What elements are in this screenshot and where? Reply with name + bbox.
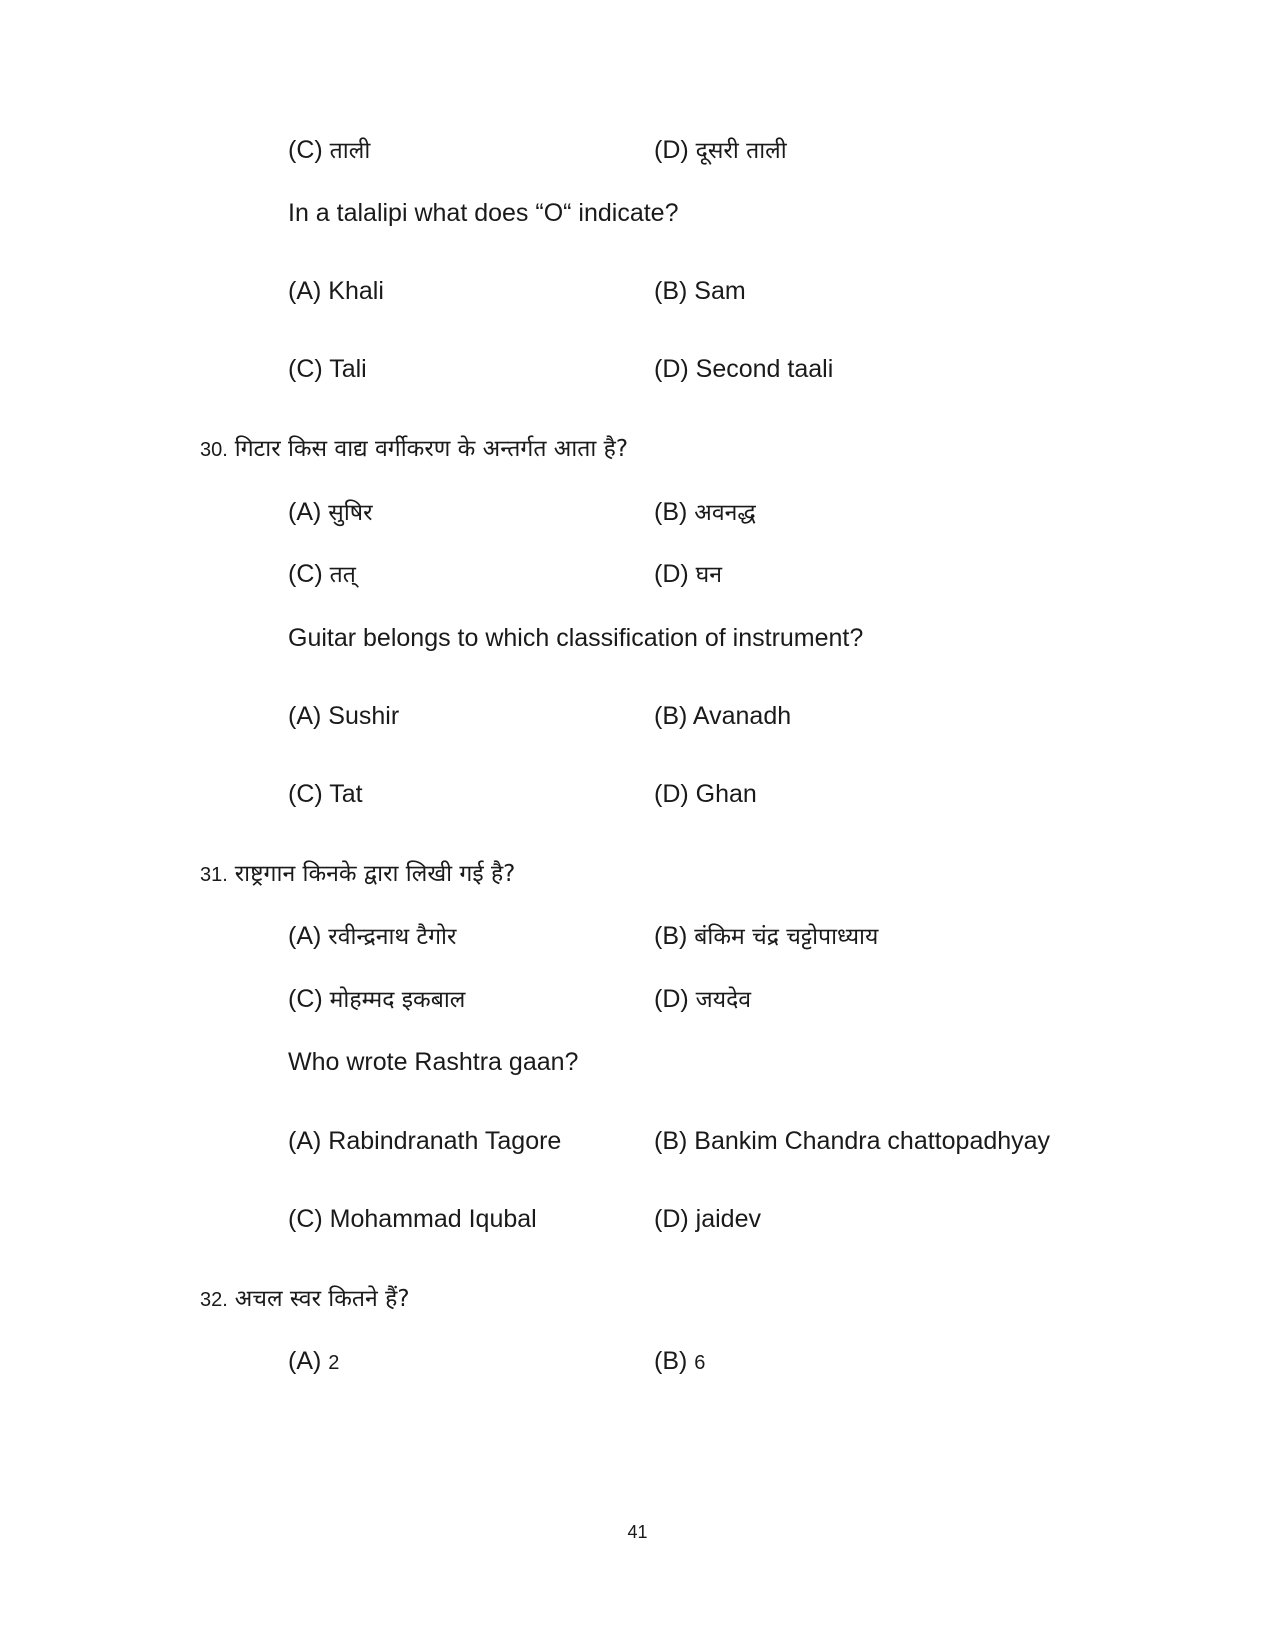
- option-text: 2: [328, 1352, 340, 1374]
- page-number: 41: [627, 1522, 648, 1542]
- option-text: 6: [694, 1352, 706, 1374]
- option-text: दूसरी ताली: [695, 138, 787, 164]
- q30-hindi-option-b: [654, 496, 756, 529]
- q30-english-option-a: [288, 700, 399, 732]
- q31-hindi-option-d: [654, 983, 751, 1016]
- question-text: राष्ट्रगान किनके द्वारा लिखी गई है?: [234, 861, 516, 887]
- question-number: 32.: [200, 1289, 228, 1311]
- q30-hindi-option-d: [654, 558, 722, 591]
- q32-option-b: [654, 1345, 705, 1379]
- option-label: (B): [654, 922, 688, 950]
- q32-option-a: [288, 1345, 339, 1379]
- option-text: Tali: [329, 355, 367, 383]
- option-text: Second taali: [695, 355, 834, 383]
- q29-hindi-option-c: [288, 134, 370, 167]
- q30-hindi-option-c: [288, 558, 356, 591]
- q29-english-option-b: [654, 275, 746, 307]
- q31-english-option-c: [288, 1203, 537, 1235]
- option-text: मोहम्मद इकबाल: [329, 987, 466, 1013]
- option-text: बंकिम चंद्र चट्टोपाध्याय: [694, 924, 879, 950]
- option-label: (B): [654, 277, 688, 305]
- q31-hindi-option-c: [288, 983, 465, 1016]
- option-text: Rabindranath Tagore: [328, 1127, 562, 1155]
- option-label: (A): [288, 277, 322, 305]
- q30-hindi-option-a: [288, 496, 373, 529]
- option-label: (D): [654, 985, 689, 1013]
- option-text: Sam: [694, 277, 746, 305]
- option-label: (A): [288, 702, 322, 730]
- question-text: गिटार किस वाद्य वर्गीकरण के अन्तर्गत आता है?: [234, 436, 629, 462]
- option-text: Khali: [328, 277, 384, 305]
- option-text: Ghan: [695, 780, 757, 808]
- option-label: (B): [654, 702, 688, 730]
- option-label: (B): [654, 1347, 688, 1375]
- option-label: (C): [288, 1205, 323, 1233]
- q31-english-question: Who wrote Rashtra gaan?: [288, 1048, 579, 1076]
- option-label: (A): [288, 1127, 322, 1155]
- q31-hindi-question: [200, 857, 515, 891]
- q29-english-option-a: [288, 275, 384, 307]
- option-text: अवनद्ध: [694, 500, 756, 526]
- option-label: (D): [654, 560, 689, 588]
- option-text: Avanadh: [692, 702, 792, 730]
- q30-english-option-c: [288, 778, 363, 810]
- option-label: (A): [288, 498, 322, 526]
- option-label: (C): [288, 985, 323, 1013]
- q31-english-option-a: [288, 1125, 561, 1157]
- option-label: (D): [654, 136, 689, 164]
- option-label: (A): [288, 1347, 322, 1375]
- option-text: तत्: [329, 562, 356, 588]
- q29-english-question: In a talalipi what does “O“ indicate?: [288, 199, 679, 227]
- option-text: जयदेव: [695, 987, 752, 1013]
- option-text: Bankim Chandra chattopadhyay: [694, 1127, 1051, 1155]
- q29-hindi-option-d: [654, 134, 787, 167]
- q32-hindi-question: [200, 1282, 410, 1316]
- option-label: (D): [654, 1205, 689, 1233]
- q30-english-question: Guitar belongs to which classification of instrument?: [288, 624, 864, 652]
- option-label: (D): [654, 780, 689, 808]
- q30-english-option-d: [654, 778, 757, 810]
- q30-english-option-b: [654, 700, 791, 732]
- option-text: सुषिर: [328, 500, 373, 526]
- question-number: 31.: [200, 864, 228, 886]
- option-text: ताली: [329, 138, 371, 164]
- option-label: (C): [288, 780, 323, 808]
- option-text: jaidev: [695, 1205, 761, 1233]
- q30-hindi-question: [200, 432, 628, 466]
- option-text: घन: [695, 562, 723, 588]
- option-text: Sushir: [328, 702, 400, 730]
- q31-hindi-option-a: [288, 920, 456, 953]
- option-text: Tat: [329, 780, 363, 808]
- option-text: Mohammad Iqubal: [329, 1205, 537, 1233]
- q31-english-option-b: [654, 1125, 1050, 1157]
- question-number: 30.: [200, 439, 228, 461]
- option-label: (C): [288, 355, 323, 383]
- option-label: (A): [288, 922, 322, 950]
- q31-hindi-option-b: [654, 920, 878, 953]
- q29-english-option-d: [654, 353, 833, 385]
- option-label: (C): [288, 560, 323, 588]
- option-text: रवीन्द्रनाथ टैगोर: [328, 924, 457, 950]
- option-label: (D): [654, 355, 689, 383]
- option-label: (B): [654, 1127, 688, 1155]
- option-label: (C): [288, 136, 323, 164]
- option-label: (B): [654, 498, 688, 526]
- q29-english-option-c: [288, 353, 367, 385]
- q31-english-option-d: [654, 1203, 761, 1235]
- question-text: अचल स्वर कितने हैं?: [234, 1286, 410, 1312]
